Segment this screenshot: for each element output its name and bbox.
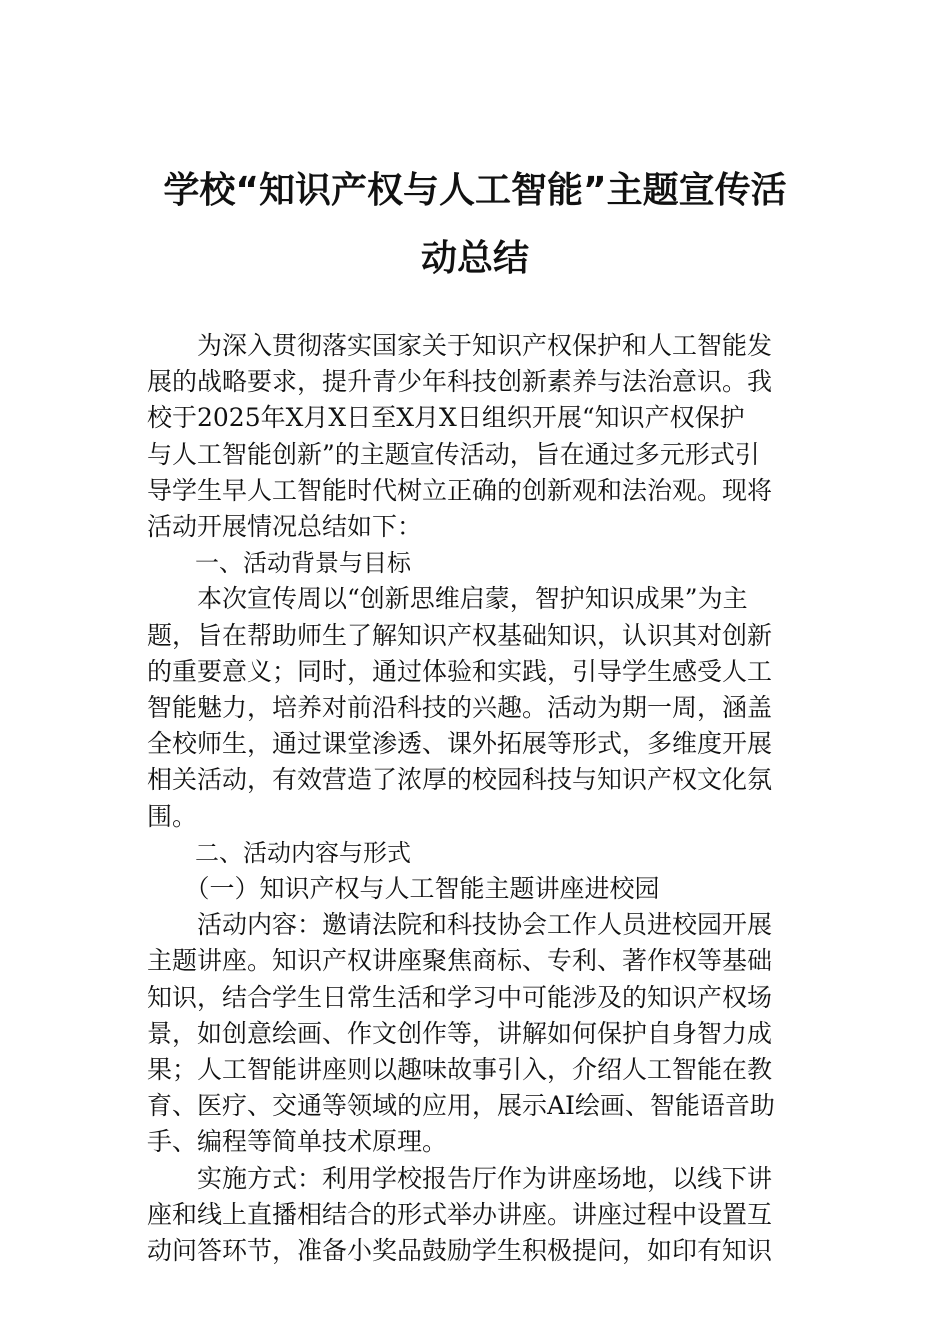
document-title-line-1: 学校“知识产权与人工智能”主题宣传活 xyxy=(163,170,787,211)
paragraph-line: 活动开展情况总结如下： xyxy=(147,512,423,541)
section-heading-2: 二、活动内容与形式 xyxy=(147,838,411,867)
subsection-heading-1: （一）知识产权与人工智能主题讲座进校园 xyxy=(147,874,660,903)
paragraph-line: 全校师生，通过课堂渗透、课外拓展等形式，多维度开展 xyxy=(147,729,773,759)
paragraph-line: 主题讲座。知识产权讲座聚焦商标、专利、著作权等基础 xyxy=(147,946,773,976)
paragraph-line: 景，如创意绘画、作文创作等，讲解如何保护自身智力成 xyxy=(147,1018,773,1048)
paragraph-line: 展的战略要求，提升青少年科技创新素养与法治意识。我 xyxy=(147,367,773,397)
paragraph-line: 活动内容：邀请法院和科技协会工作人员进校园开展 xyxy=(147,910,773,940)
paragraph-line: 果；人工智能讲座则以趣味故事引入，介绍人工智能在教 xyxy=(147,1055,773,1084)
paragraph-line: 的重要意义；同时，通过体验和实践，引导学生感受人工 xyxy=(147,656,773,686)
paragraph-line: 手、编程等简单技术原理。 xyxy=(147,1127,448,1157)
paragraph-line: 本次宣传周以“创新思维启蒙，智护知识成果”为主 xyxy=(147,584,748,614)
paragraph-line: 座和线上直播相结合的形式举办讲座。讲座过程中设置互 xyxy=(147,1199,773,1229)
paragraph-line: 育、医疗、交通等领域的应用，展示AI绘画、智能语音助 xyxy=(147,1091,775,1121)
paragraph-line: 围。 xyxy=(147,801,198,831)
document-title-line-2: 动总结 xyxy=(420,238,529,279)
paragraph-line: 实施方式：利用学校报告厅作为讲座场地，以线下讲 xyxy=(147,1163,773,1193)
paragraph-line: 知识，结合学生日常生活和学习中可能涉及的知识产权场 xyxy=(147,982,773,1012)
paragraph-line: 导学生早人工智能时代树立正确的创新观和法治观。现将 xyxy=(147,475,773,505)
paragraph-line: 题，旨在帮助师生了解知识产权基础知识，认识其对创新 xyxy=(147,620,773,650)
paragraph-line: 智能魅力，培养对前沿科技的兴趣。活动为期一周，涵盖 xyxy=(147,693,773,722)
paragraph-line: 与人工智能创新”的主题宣传活动，旨在通过多元形式引 xyxy=(147,439,760,469)
paragraph-line: 校于2025年X月X日至X月X日组织开展“知识产权保护 xyxy=(147,403,745,433)
section-heading-1: 一、活动背景与目标 xyxy=(147,549,411,578)
paragraph-line: 为深入贯彻落实国家关于知识产权保护和人工智能发 xyxy=(147,331,773,360)
paragraph-line: 动问答环节，准备小奖品鼓励学生积极提问，如印有知识 xyxy=(147,1236,773,1265)
paragraph-line: 相关活动，有效营造了浓厚的校园科技与知识产权文化氛 xyxy=(147,765,773,795)
